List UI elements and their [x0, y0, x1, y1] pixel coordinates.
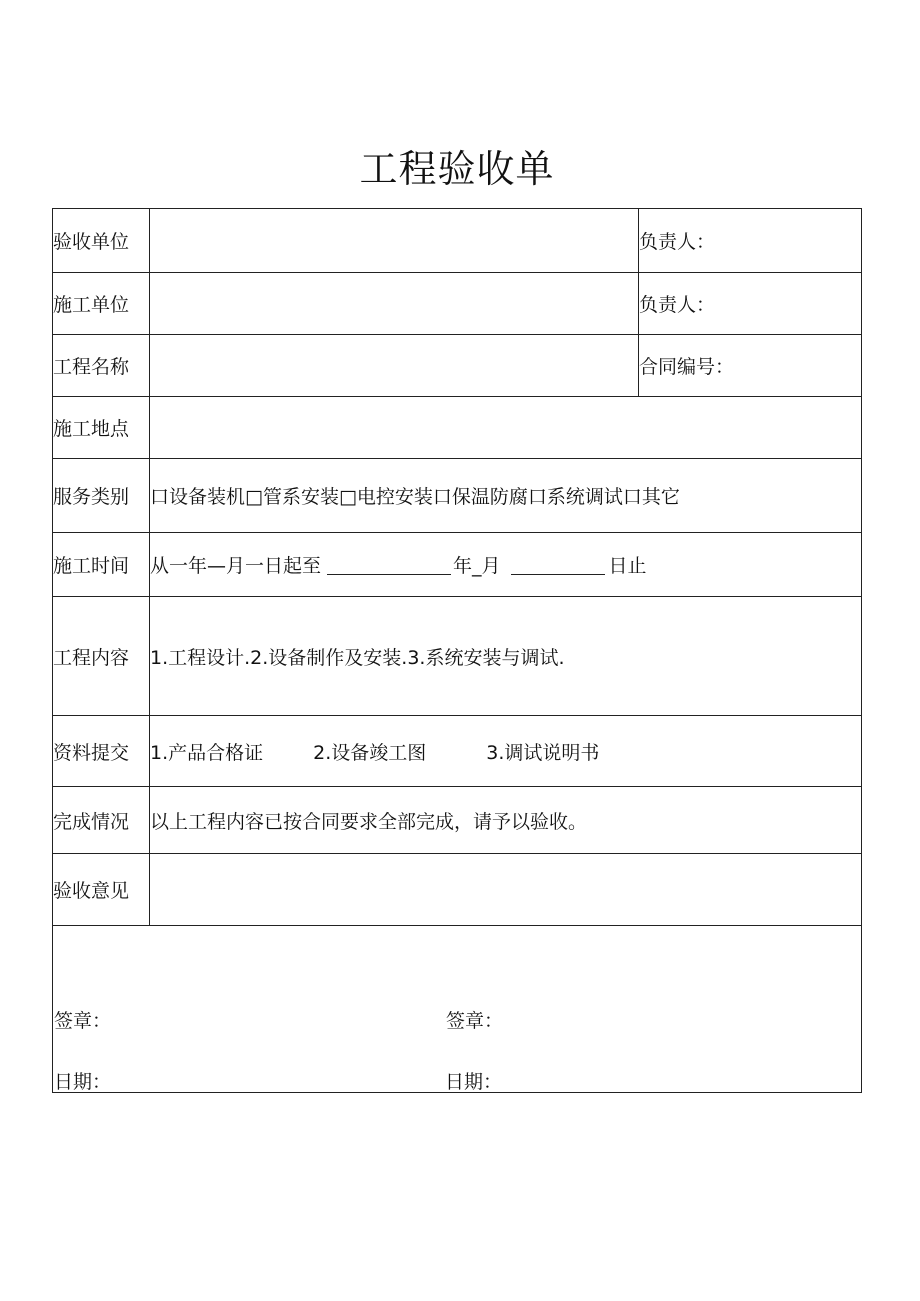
- row-documents: [53, 716, 862, 787]
- opinion-label: 验收意见: [53, 854, 150, 926]
- left-date-label[interactable]: 日期：: [54, 1071, 112, 1093]
- acceptance-unit-person-label[interactable]: 负责人：: [639, 209, 862, 273]
- construction-unit-field[interactable]: [150, 273, 639, 335]
- construction-unit-label: 施工单位: [53, 273, 150, 335]
- site-field[interactable]: [150, 397, 862, 459]
- opinion-field[interactable]: [150, 854, 862, 926]
- project-name-label: 工程名称: [53, 335, 150, 397]
- row-opinion: [53, 854, 862, 926]
- site-label: 施工地点: [53, 397, 150, 459]
- end-day-blank[interactable]: [511, 556, 605, 575]
- document-item-1: 1.产品合格证: [150, 741, 264, 764]
- completion-label: 完成情况: [53, 787, 150, 854]
- content-text[interactable]: 1.工程设计.2.设备制作及安装.3.系统安装与调试.: [150, 597, 862, 716]
- project-name-field[interactable]: [150, 335, 639, 397]
- row-project-name: [53, 335, 862, 397]
- time-end-text: 日止: [608, 555, 647, 577]
- row-time: [53, 533, 862, 597]
- right-date-label[interactable]: 日期：: [445, 1071, 503, 1093]
- right-sign-label[interactable]: 签章：: [446, 1010, 504, 1032]
- time-field[interactable]: [150, 533, 862, 597]
- service-type-label: 服务类别: [53, 459, 150, 533]
- service-type-options[interactable]: 口设备装机□管系安装□电控安装口保温防腐口系统调试口其它: [150, 459, 862, 533]
- content-label: 工程内容: [53, 597, 150, 716]
- row-service-type: [53, 459, 862, 533]
- time-label: 施工时间: [53, 533, 150, 597]
- row-content: [53, 597, 862, 716]
- acceptance-form: [52, 208, 862, 1093]
- documents-field[interactable]: [150, 716, 862, 787]
- page-title: 工程验收单: [359, 147, 555, 191]
- document-item-2: 2.设备竣工图: [313, 741, 427, 764]
- row-construction-unit: [53, 273, 862, 335]
- end-year-blank[interactable]: [327, 556, 451, 575]
- construction-unit-person-label[interactable]: 负责人：: [639, 273, 862, 335]
- acceptance-unit-label: 验收单位: [53, 209, 150, 273]
- document-item-3: 3.调试说明书: [486, 741, 600, 764]
- row-signature: [53, 926, 862, 1093]
- row-site: [53, 397, 862, 459]
- row-acceptance-unit: [53, 209, 862, 273]
- acceptance-unit-field[interactable]: [150, 209, 639, 273]
- time-from-text: 从一年—月一日起至: [150, 555, 322, 577]
- completion-text[interactable]: 以上工程内容已按合同要求全部完成，请予以验收。: [150, 787, 862, 854]
- signature-area: [53, 926, 862, 1093]
- time-year-text: 年_月: [453, 555, 501, 577]
- contract-number-label[interactable]: 合同编号：: [639, 335, 862, 397]
- left-sign-label[interactable]: 签章：: [54, 1010, 112, 1032]
- documents-label: 资料提交: [53, 716, 150, 787]
- row-completion: [53, 787, 862, 854]
